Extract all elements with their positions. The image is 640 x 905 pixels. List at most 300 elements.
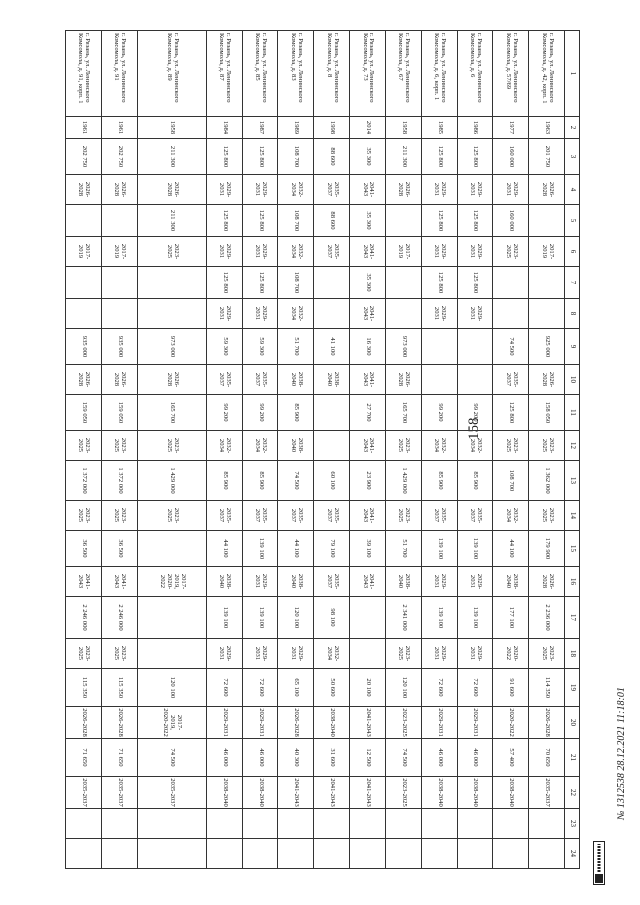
table-cell: 2026-2028	[101, 707, 137, 739]
table-cell: 108 700	[278, 205, 314, 237]
address-cell: г. Рязань, ул. Ленинского Комсомола, д. 6, корп. 1	[421, 31, 457, 117]
table-cell: 2038-2040	[278, 567, 314, 597]
table-cell: 2026-2028	[385, 365, 421, 395]
table-cell: 85 900	[242, 461, 278, 501]
table-cell: 2026-2028	[529, 567, 565, 597]
address-cell: г. Рязань, ул. Ленинского Комсомола, д. 91, корп. 1	[66, 31, 102, 117]
table-cell: 35 300	[350, 139, 386, 175]
table-cell: 1984	[206, 117, 242, 139]
table-cell: 2029-2031	[421, 175, 457, 205]
table-cell: 1977	[493, 117, 529, 139]
table-cell: 139 100	[242, 597, 278, 639]
table-cell: 2041-2043	[350, 175, 386, 205]
table-cell	[529, 267, 565, 299]
table-cell: 2029-2031	[493, 175, 529, 205]
table-cell: 139 100	[242, 531, 278, 567]
table-cell: 2026-2028	[137, 365, 206, 395]
table-cell: 139 100	[457, 531, 493, 567]
table-cell: 16 300	[350, 329, 386, 365]
table-cell: 20 100	[350, 669, 386, 707]
table-cell: 1 429 000	[385, 461, 421, 501]
table-cell: 2017-2019	[66, 237, 102, 267]
table-cell: 72 600	[242, 669, 278, 707]
table-cell: 70 650	[529, 739, 565, 777]
table-cell: 165 700	[385, 395, 421, 431]
table-cell: 925 000	[529, 329, 565, 365]
column-number: 15	[565, 531, 580, 567]
table-cell: 46 000	[206, 739, 242, 777]
table-cell: 2032-2034	[278, 175, 314, 205]
table-cell	[350, 809, 386, 839]
table-cell: 98 100	[314, 597, 350, 639]
table-cell: 51 700	[385, 531, 421, 567]
table-cell: 2029-2031	[421, 237, 457, 267]
table-cell: 1958	[137, 117, 206, 139]
table-cell	[206, 839, 242, 869]
column-number: 14	[565, 501, 580, 531]
column-number: 1	[565, 31, 580, 117]
table-cell: 973 000	[385, 329, 421, 365]
table-cell: 2038-2040	[457, 777, 493, 809]
table-cell	[350, 597, 386, 639]
table-cell: 2041-2043	[314, 777, 350, 809]
table-cell: 2026-2028	[529, 707, 565, 739]
column-number: 9	[565, 329, 580, 365]
garant-logo	[592, 841, 610, 885]
table-cell	[385, 839, 421, 869]
column-number: 20	[565, 707, 580, 739]
address-cell: г. Рязань, ул. Ленинского Комсомола, д. 73	[350, 31, 386, 117]
table-cell: 2035-2037	[493, 365, 529, 395]
table-cell: 2023-2025	[101, 431, 137, 461]
table-cell: 46 000	[421, 739, 457, 777]
table-cell: 2026-2028	[66, 175, 102, 205]
table-cell: 2029-2031	[457, 567, 493, 597]
table-cell: 2041-2043	[350, 365, 386, 395]
table-cell: 202 750	[101, 139, 137, 175]
table-cell: 74 500	[278, 461, 314, 501]
table-cell	[421, 809, 457, 839]
table-cell: 74 500	[137, 739, 206, 777]
table-cell	[457, 329, 493, 365]
table-cell: 1 362 000	[529, 461, 565, 501]
table-cell: 99 200	[421, 395, 457, 431]
table-cell: 125 800	[206, 205, 242, 237]
table-cell: 2032-2034	[314, 639, 350, 669]
garant-logo-icon	[593, 841, 605, 885]
table-cell: 108 700	[278, 139, 314, 175]
table-cell: 165 700	[137, 395, 206, 431]
table-cell: 125 800	[421, 267, 457, 299]
address-cell: г. Рязань, ул. Ленинского Комсомола, д. 83	[278, 31, 314, 117]
table-cell: 44 100	[206, 531, 242, 567]
table-cell	[529, 299, 565, 329]
table-cell	[66, 205, 102, 237]
table-cell: 2023-2025	[66, 431, 102, 461]
table-cell: 2029-2031	[457, 175, 493, 205]
table-cell: 2032-2034	[493, 501, 529, 531]
table-cell	[137, 267, 206, 299]
table-cell	[137, 597, 206, 639]
table-cell: 1961	[101, 117, 137, 139]
table-cell: 99 200	[457, 395, 493, 431]
table-cell: 211 300	[137, 139, 206, 175]
table-cell: 2029-2031	[206, 237, 242, 267]
table-cell: 99 200	[242, 395, 278, 431]
table-cell: 2038-2040	[206, 567, 242, 597]
table-row	[385, 31, 421, 869]
table-cell: 51 700	[278, 329, 314, 365]
table-cell: 2023-2025	[101, 501, 137, 531]
table-cell: 2 236 000	[529, 597, 565, 639]
table-cell: 2038-2040	[314, 707, 350, 739]
table-cell: 2038-2040	[206, 777, 242, 809]
table-cell	[385, 267, 421, 299]
table-cell: 2026-2028	[529, 175, 565, 205]
table-cell: 2 341 000	[385, 597, 421, 639]
table-cell: 2029-2031	[278, 639, 314, 669]
column-number: 2	[565, 117, 580, 139]
table-cell: 35 300	[350, 267, 386, 299]
table-cell: 139 100	[421, 531, 457, 567]
table-cell: 2032-2034	[278, 237, 314, 267]
table-cell: 59 300	[206, 329, 242, 365]
table-cell: 2029-2031	[421, 707, 457, 739]
table-cell: 2029-2031	[206, 299, 242, 329]
table-cell: 71 650	[66, 739, 102, 777]
table-cell: 71 650	[101, 739, 137, 777]
table-cell: 2035-2037	[314, 501, 350, 531]
table-cell: 2023-2025	[529, 431, 565, 461]
table-cell: 2041-2043	[350, 237, 386, 267]
table-cell: 2035-2037	[66, 777, 102, 809]
address-cell: г. Рязань, ул. Ленинского Комсомола, д. 89	[137, 31, 206, 117]
table-cell: 179 900	[529, 531, 565, 567]
table-cell: 177 100	[493, 597, 529, 639]
table-row	[66, 31, 102, 869]
table-cell: 1961	[66, 117, 102, 139]
table-cell: 2032-2034	[457, 431, 493, 461]
table-cell: 2023-2025	[385, 639, 421, 669]
table-cell: 2023-2025	[66, 639, 102, 669]
table-cell: 72 600	[457, 669, 493, 707]
table-cell: 1 372 000	[101, 461, 137, 501]
table-cell: 79 100	[314, 531, 350, 567]
table-cell: 65 100	[278, 669, 314, 707]
table-cell	[278, 809, 314, 839]
table-cell: 2032-2034	[206, 431, 242, 461]
table-cell: 2026-2028	[137, 175, 206, 205]
table-cell: 2023-2025	[493, 237, 529, 267]
table-cell: 2038-2040	[493, 567, 529, 597]
table-cell: 2035-2037	[242, 365, 278, 395]
table-cell: 91 600	[493, 669, 529, 707]
table-cell: 2035-2037	[101, 777, 137, 809]
table-cell	[137, 809, 206, 839]
column-number: 5	[565, 205, 580, 237]
table-cell: 2029-2031	[457, 707, 493, 739]
table-cell: 85 900	[278, 395, 314, 431]
table-cell: 2035-2037	[242, 501, 278, 531]
page-number: 158	[466, 417, 482, 440]
address-cell: г. Рязань, ул. Ленинского Комсомола, д. 87	[206, 31, 242, 117]
table-cell	[421, 365, 457, 395]
table-cell	[421, 329, 457, 365]
table-cell: 139 100	[206, 597, 242, 639]
column-number: 17	[565, 597, 580, 639]
table-cell: 44 100	[493, 531, 529, 567]
table-cell: 2023-2025	[66, 501, 102, 531]
table-row	[206, 31, 242, 869]
table-cell: 159 050	[66, 395, 102, 431]
table-cell	[66, 809, 102, 839]
table-cell: 125 800	[206, 139, 242, 175]
table-cell	[137, 839, 206, 869]
table-cell: 2026-2028	[66, 707, 102, 739]
table-cell: 2020-2022	[493, 639, 529, 669]
table-cell: 2029-2031	[206, 639, 242, 669]
column-number: 6	[565, 237, 580, 267]
table-cell: 125 800	[242, 139, 278, 175]
table-cell: 2038-2040	[314, 365, 350, 395]
table-cell: 158 050	[529, 395, 565, 431]
table-cell: 85 900	[457, 461, 493, 501]
column-number: 12	[565, 431, 580, 461]
table-cell: 57 400	[493, 739, 529, 777]
column-number: 4	[565, 175, 580, 205]
table-cell	[493, 839, 529, 869]
address-cell: г. Рязань, ул. Ленинского Комсомола, д. 85	[242, 31, 278, 117]
table-cell	[101, 205, 137, 237]
table-row	[101, 31, 137, 869]
table-cell	[101, 299, 137, 329]
table-cell	[278, 839, 314, 869]
address-cell: г. Рязань, ул. Ленинского Комсомола, д. 67	[385, 31, 421, 117]
table-cell: 2023-2025	[385, 707, 421, 739]
table-cell: 114 350	[529, 669, 565, 707]
table-cell: 2023-2025	[493, 431, 529, 461]
table-cell: 1958	[385, 117, 421, 139]
table-cell: 36 500	[101, 531, 137, 567]
table-cell: 1998	[314, 117, 350, 139]
column-number: 11	[565, 395, 580, 431]
table-cell: 2023-2025	[137, 501, 206, 531]
table-cell: 2017-2019	[385, 237, 421, 267]
table-cell: 2017-2019, 2020-2022	[137, 567, 206, 597]
table-cell: 85 900	[421, 461, 457, 501]
table-cell: 2020-2022	[493, 707, 529, 739]
table-cell: 2029-2031	[242, 299, 278, 329]
table-cell	[101, 809, 137, 839]
table-cell: 2038-2040	[385, 567, 421, 597]
table-cell: 2023-2025	[137, 237, 206, 267]
column-number: 8	[565, 299, 580, 329]
table-cell	[529, 809, 565, 839]
table-cell: 935 000	[66, 329, 102, 365]
table-cell: 2023-2025	[101, 639, 137, 669]
table-cell: 202 750	[66, 139, 102, 175]
table-cell: 2029-2031	[421, 639, 457, 669]
table-cell	[137, 531, 206, 567]
table-cell: 31 600	[314, 739, 350, 777]
table-row	[457, 31, 493, 869]
table-cell	[457, 839, 493, 869]
column-number: 7	[565, 267, 580, 299]
table-cell: 2041-2043	[350, 501, 386, 531]
table-cell	[385, 299, 421, 329]
table-body	[66, 31, 580, 869]
table-cell: 85 900	[206, 461, 242, 501]
table-cell	[137, 639, 206, 669]
header-row	[565, 31, 580, 869]
table-cell: 160 000	[493, 139, 529, 175]
table-cell: 125 800	[493, 395, 529, 431]
table-cell: 2035-2037	[314, 567, 350, 597]
table-cell: 39 100	[350, 531, 386, 567]
table-cell: 2017-2019	[529, 237, 565, 267]
table-cell: 2029-2031	[206, 707, 242, 739]
table-cell: 2038-2040	[278, 365, 314, 395]
table-cell	[493, 809, 529, 839]
table-cell: 2017-2019	[101, 237, 137, 267]
table-cell: 2038-2040	[278, 431, 314, 461]
table-cell: 2029-2031	[242, 175, 278, 205]
table-cell	[385, 205, 421, 237]
address-cell: г. Рязань, ул. Ленинского Комсомола, д. 57/69	[493, 31, 529, 117]
table-cell	[242, 809, 278, 839]
table-cell: 12 500	[350, 739, 386, 777]
table-cell: 125 800	[457, 205, 493, 237]
table-cell: 935 000	[101, 329, 137, 365]
table-cell: 1 372 000	[66, 461, 102, 501]
table-cell: 2035-2037	[421, 501, 457, 531]
table-row	[314, 31, 350, 869]
table-cell: 115 350	[66, 669, 102, 707]
table-cell: 108 700	[493, 461, 529, 501]
table-cell: 2029-2031	[242, 237, 278, 267]
table-cell: 46 000	[242, 739, 278, 777]
table-cell: 2032-2034	[278, 299, 314, 329]
table-cell: 2014	[350, 117, 386, 139]
table-cell	[350, 639, 386, 669]
table-row	[350, 31, 386, 869]
table-cell	[421, 839, 457, 869]
table-cell: 2035-2037	[137, 777, 206, 809]
table-cell	[314, 299, 350, 329]
table-cell: 108 700	[278, 267, 314, 299]
table-cell: 125 800	[457, 267, 493, 299]
table-cell: 2023-2025	[529, 501, 565, 531]
table-cell: 211 300	[137, 205, 206, 237]
table-cell	[206, 809, 242, 839]
table-cell: 36 500	[66, 531, 102, 567]
table-cell: 1 429 000	[137, 461, 206, 501]
table-cell	[314, 395, 350, 431]
table-cell: 2029-2031	[421, 567, 457, 597]
table-cell: 2023-2025	[385, 777, 421, 809]
table-cell	[101, 267, 137, 299]
table-cell: 2023-2025	[385, 431, 421, 461]
table-cell	[314, 839, 350, 869]
table-cell: 125 800	[457, 139, 493, 175]
table-cell	[529, 839, 565, 869]
table-cell: 35 300	[350, 205, 386, 237]
table-cell: 973 000	[137, 329, 206, 365]
table-cell: 2 246 000	[66, 597, 102, 639]
table-cell: 74 500	[385, 739, 421, 777]
table-cell: 59 300	[242, 329, 278, 365]
table-cell	[66, 839, 102, 869]
table-cell	[350, 839, 386, 869]
table-cell: 1989	[278, 117, 314, 139]
table-cell: 27 700	[350, 395, 386, 431]
table-cell: 2035-2037	[529, 777, 565, 809]
table-cell: 99 200	[206, 395, 242, 431]
table-cell	[66, 299, 102, 329]
table-cell: 139 100	[457, 597, 493, 639]
address-cell: г. Рязань, ул. Ленинского Комсомола, д. 6	[457, 31, 493, 117]
table-cell: 2026-2028	[278, 707, 314, 739]
table-cell: 125 800	[421, 205, 457, 237]
table-cell	[314, 809, 350, 839]
table-cell	[385, 809, 421, 839]
table-cell: 2038-2040	[421, 777, 457, 809]
table-cell: 125 800	[242, 267, 278, 299]
table-cell: 2035-2037	[278, 501, 314, 531]
column-number: 24	[565, 839, 580, 869]
table-cell: 2041-2043	[66, 567, 102, 597]
table-cell	[529, 205, 565, 237]
table-cell: 2035-2037	[206, 365, 242, 395]
column-number: 19	[565, 669, 580, 707]
table-cell: 2029-2031	[457, 237, 493, 267]
column-number: 13	[565, 461, 580, 501]
table-cell: 2017-2019, 2020-2022	[137, 707, 206, 739]
column-number: 21	[565, 739, 580, 777]
table-cell: 115 350	[101, 669, 137, 707]
table-cell: 41 100	[314, 329, 350, 365]
table-cell	[457, 365, 493, 395]
table-cell: 160 000	[493, 205, 529, 237]
table-cell	[314, 431, 350, 461]
table-cell	[457, 809, 493, 839]
table-cell	[101, 839, 137, 869]
table-cell: 74 500	[493, 329, 529, 365]
table-cell: 2041-2043	[350, 567, 386, 597]
table-cell: 120 100	[137, 669, 206, 707]
table-cell: 120 100	[385, 669, 421, 707]
address-cell: г. Рязань, ул. Ленинского Комсомола, д. 8	[314, 31, 350, 117]
table-cell: 2041-2043	[350, 299, 386, 329]
table-cell: 139 100	[421, 597, 457, 639]
table-cell: 2026-2028	[66, 365, 102, 395]
table-cell: 1985	[421, 117, 457, 139]
table-cell	[493, 299, 529, 329]
table-cell: 1986	[457, 117, 493, 139]
table-cell: 2041-2043	[101, 567, 137, 597]
table-cell: 2032-2034	[421, 431, 457, 461]
table-cell: 1987	[242, 117, 278, 139]
table-cell: 159 050	[101, 395, 137, 431]
table-cell: 2029-2031	[206, 175, 242, 205]
table-cell: 2035-2037	[314, 237, 350, 267]
table-cell: 120 100	[278, 597, 314, 639]
table-cell: 2035-2037	[314, 175, 350, 205]
table-cell: 2026-2028	[101, 175, 137, 205]
address-cell: г. Рязань, ул. Ленинского Комсомола, д. 91	[101, 31, 137, 117]
table-cell: 88 600	[314, 205, 350, 237]
table-cell	[66, 267, 102, 299]
